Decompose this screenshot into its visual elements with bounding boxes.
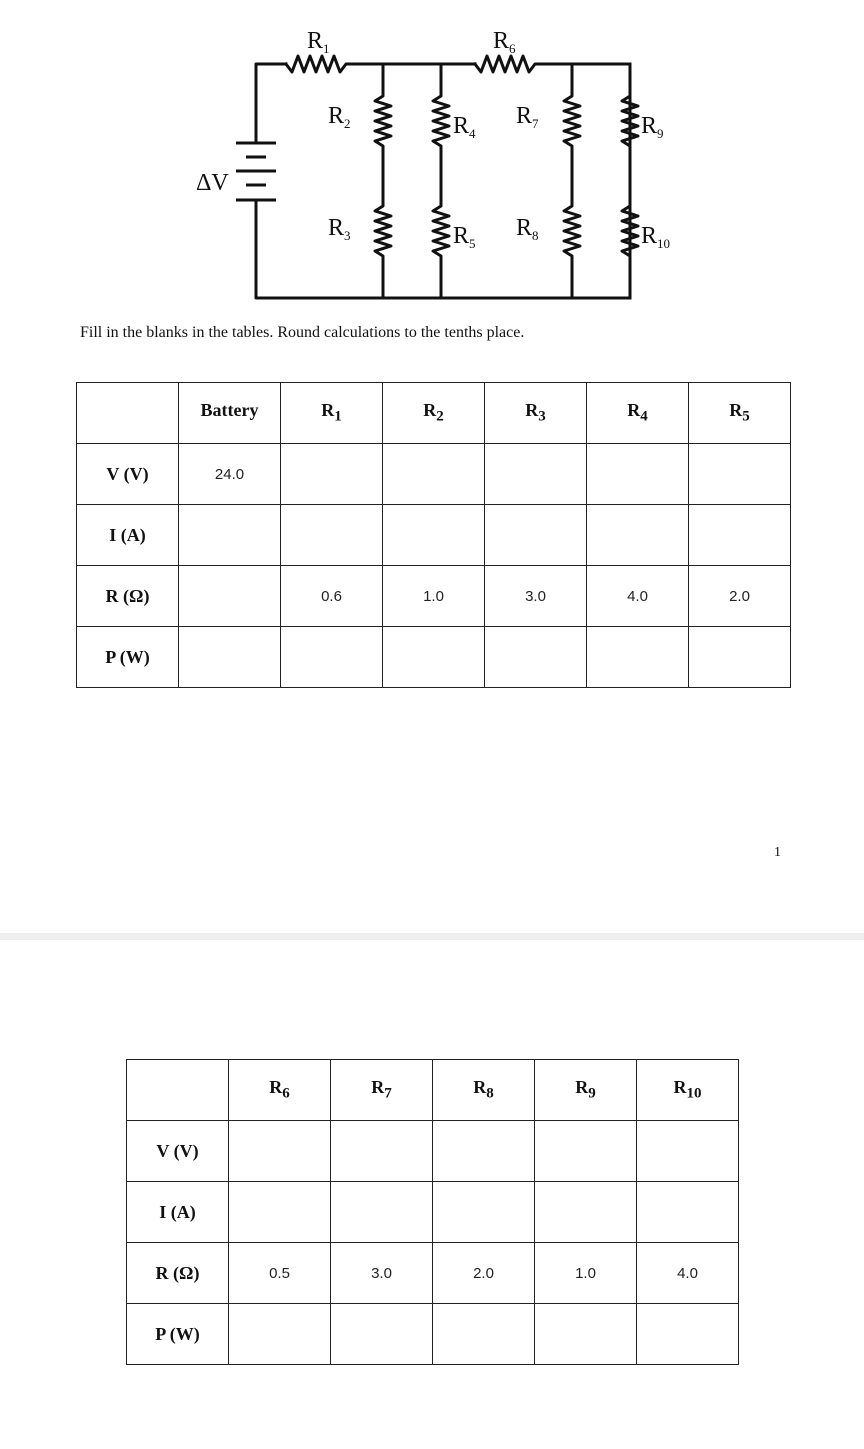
label-r6: $R_6$ bbox=[493, 28, 516, 56]
cell-resistance-r3: 3.0 bbox=[485, 566, 587, 627]
col-header-r1: $R_1$ bbox=[281, 383, 383, 444]
label-r3: $R_3$ bbox=[328, 215, 351, 243]
table-row bbox=[127, 1182, 739, 1243]
row-label-voltage: V (V) bbox=[127, 1121, 229, 1182]
col-header-r8: $R_8$ bbox=[433, 1060, 535, 1121]
cell-power-r9[interactable] bbox=[535, 1304, 637, 1365]
cell-current-r8[interactable] bbox=[433, 1182, 535, 1243]
cell-power-r5[interactable] bbox=[689, 627, 791, 688]
table-row bbox=[77, 627, 791, 688]
cell-current-r4[interactable] bbox=[587, 505, 689, 566]
cell-current-r1[interactable] bbox=[281, 505, 383, 566]
table-row bbox=[127, 1243, 739, 1304]
cell-power-r6[interactable] bbox=[229, 1304, 331, 1365]
cell-resistance-r1: 0.6 bbox=[281, 566, 383, 627]
cell-resistance-r2: 1.0 bbox=[383, 566, 485, 627]
cell-resistance-r4: 4.0 bbox=[587, 566, 689, 627]
page-2 bbox=[0, 940, 864, 1449]
cell-voltage-r4[interactable] bbox=[587, 444, 689, 505]
table-row bbox=[77, 566, 791, 627]
label-r8: $R_8$ bbox=[516, 215, 539, 243]
cell-voltage-r10[interactable] bbox=[637, 1121, 739, 1182]
row-label-power: P (W) bbox=[127, 1304, 229, 1365]
col-header-battery: Battery bbox=[179, 383, 281, 444]
cell-resistance-r9: 1.0 bbox=[535, 1243, 637, 1304]
cell-voltage-r2[interactable] bbox=[383, 444, 485, 505]
corner-cell bbox=[127, 1060, 229, 1121]
cell-power-r2[interactable] bbox=[383, 627, 485, 688]
cell-voltage-r6[interactable] bbox=[229, 1121, 331, 1182]
cell-resistance-r5: 2.0 bbox=[689, 566, 791, 627]
cell-current-r7[interactable] bbox=[331, 1182, 433, 1243]
cell-current-r2[interactable] bbox=[383, 505, 485, 566]
battery-label: ΔV bbox=[196, 170, 229, 196]
row-label-voltage: V (V) bbox=[77, 444, 179, 505]
table-row bbox=[77, 505, 791, 566]
circuit-diagram bbox=[190, 20, 710, 310]
cell-voltage-r9[interactable] bbox=[535, 1121, 637, 1182]
cell-power-r10[interactable] bbox=[637, 1304, 739, 1365]
cell-power-r7[interactable] bbox=[331, 1304, 433, 1365]
col-header-r4: $R_4$ bbox=[587, 383, 689, 444]
col-header-r5: $R_5$ bbox=[689, 383, 791, 444]
battery-symbol bbox=[236, 143, 276, 200]
circuit-wires bbox=[256, 56, 638, 298]
cell-current-r6[interactable] bbox=[229, 1182, 331, 1243]
cell-voltage-r3[interactable] bbox=[485, 444, 587, 505]
row-label-current: I (A) bbox=[77, 505, 179, 566]
cell-power-r1[interactable] bbox=[281, 627, 383, 688]
cell-current-r10[interactable] bbox=[637, 1182, 739, 1243]
label-r4: $R_4$ bbox=[453, 113, 476, 141]
cell-power-battery[interactable] bbox=[179, 627, 281, 688]
table-header-row bbox=[127, 1060, 739, 1121]
corner-cell bbox=[77, 383, 179, 444]
cell-resistance-battery[interactable] bbox=[179, 566, 281, 627]
cell-resistance-r6: 0.5 bbox=[229, 1243, 331, 1304]
label-r7: $R_7$ bbox=[516, 103, 539, 131]
col-header-r6: $R_6$ bbox=[229, 1060, 331, 1121]
cell-voltage-r8[interactable] bbox=[433, 1121, 535, 1182]
row-label-current: I (A) bbox=[127, 1182, 229, 1243]
row-label-resistance: R (Ω) bbox=[77, 566, 179, 627]
label-r5: $R_5$ bbox=[453, 223, 476, 251]
cell-current-r5[interactable] bbox=[689, 505, 791, 566]
page-separator bbox=[0, 933, 864, 940]
cell-power-r8[interactable] bbox=[433, 1304, 535, 1365]
table-header-row bbox=[77, 383, 791, 444]
cell-power-r3[interactable] bbox=[485, 627, 587, 688]
table-row bbox=[127, 1121, 739, 1182]
col-header-r2: $R_2$ bbox=[383, 383, 485, 444]
cell-voltage-battery[interactable]: 24.0 bbox=[179, 444, 281, 505]
cell-current-r3[interactable] bbox=[485, 505, 587, 566]
col-header-r3: $R_3$ bbox=[485, 383, 587, 444]
col-header-r10: $R_{10}$ bbox=[637, 1060, 739, 1121]
instructions-text: Fill in the blanks in the tables. Round calculations to the tenths place. bbox=[80, 324, 525, 341]
cell-voltage-r1[interactable] bbox=[281, 444, 383, 505]
cell-resistance-r10: 4.0 bbox=[637, 1243, 739, 1304]
col-header-r7: $R_7$ bbox=[331, 1060, 433, 1121]
label-r9: $R_9$ bbox=[641, 113, 664, 141]
row-label-resistance: R (Ω) bbox=[127, 1243, 229, 1304]
col-header-r9: $R_9$ bbox=[535, 1060, 637, 1121]
cell-resistance-r8: 2.0 bbox=[433, 1243, 535, 1304]
values-table-1 bbox=[76, 382, 791, 688]
cell-resistance-r7: 3.0 bbox=[331, 1243, 433, 1304]
page-number: 1 bbox=[774, 845, 781, 860]
label-r2: $R_2$ bbox=[328, 103, 351, 131]
cell-current-r9[interactable] bbox=[535, 1182, 637, 1243]
cell-current-battery[interactable] bbox=[179, 505, 281, 566]
cell-voltage-r5[interactable] bbox=[689, 444, 791, 505]
cell-power-r4[interactable] bbox=[587, 627, 689, 688]
cell-voltage-r7[interactable] bbox=[331, 1121, 433, 1182]
label-r10: $R_{10}$ bbox=[641, 223, 671, 251]
table-row bbox=[77, 444, 791, 505]
label-r1: $R_1$ bbox=[307, 28, 330, 56]
values-table-2 bbox=[126, 1059, 739, 1365]
row-label-power: P (W) bbox=[77, 627, 179, 688]
table-row bbox=[127, 1304, 739, 1365]
